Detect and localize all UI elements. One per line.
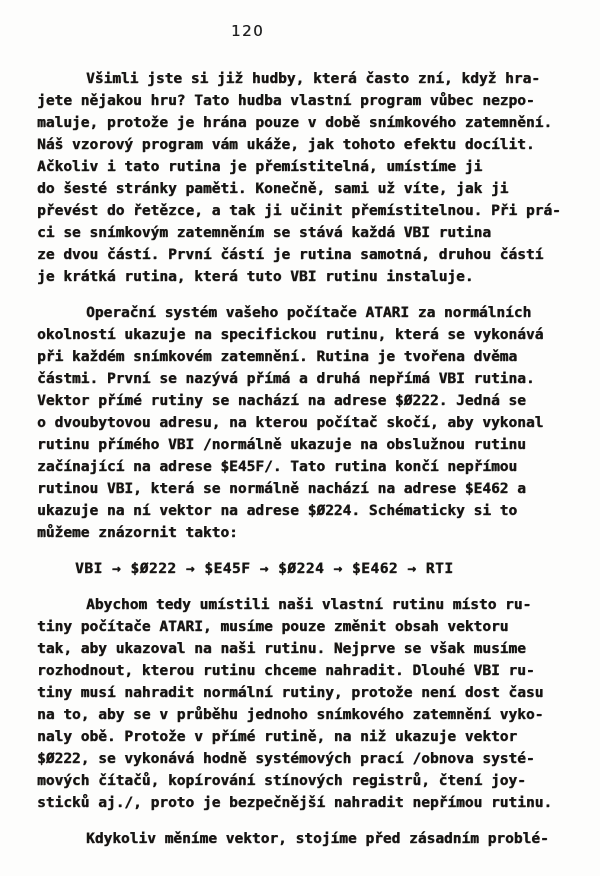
text-line: jete nějakou hru? Tato hudba vlastní program vůbec nezpo- — [37, 93, 535, 109]
page-body — [37, 68, 597, 850]
vbi-vector-schematic — [37, 558, 597, 580]
text-line: můžeme znázornit takto: — [37, 525, 238, 541]
text-line: Náš vzorový program vám ukáže, jak tohoto efektu docílit. — [37, 137, 535, 153]
text-line: do šesté stránky paměti. Konečně, sami už víte, jak ji — [37, 181, 509, 197]
paragraph — [37, 828, 597, 850]
text-line: rozhodnout, kterou rutinu chceme nahradit. Dlouhé VBI ru- — [37, 663, 535, 679]
text-line: při každém snímkovém zatemnění. Rutina je tvořena dvěma — [37, 349, 518, 365]
text-line: maluje, protože je hrána pouze v době snímkového zatemnění. — [37, 115, 553, 131]
text-line: ci se snímkovým zatemněním se stává každá VBI rutina — [37, 225, 491, 241]
text-line: $Ø222, se vykonává hodně systémových prací /obnova systé- — [37, 751, 535, 767]
text-line: rutinu přímého VBI /normálně ukazuje na obslužnou rutinu — [37, 437, 526, 453]
text-line: ze dvou částí. První částí je rutina samotná, druhou částí — [37, 247, 544, 263]
text-line: okolností ukazuje na specifickou rutinu, která se vykonává — [37, 327, 544, 343]
text-line: VBI → $Ø222 → $E45F → $Ø224 → $E462 → RTI — [75, 561, 454, 577]
text-line: sticků aj./, proto je bezpečnější nahradit nepřímou rutinu. — [37, 795, 553, 811]
text-line: převést do řetězce, a tak ji učinit přemístitelnou. Při prá- — [37, 203, 561, 219]
text-line: ukazuje na ní vektor na adrese $Ø224. Schématicky si to — [37, 503, 518, 519]
page-number: 120 — [231, 22, 265, 40]
text-line: Abychom tedy umístili naši vlastní rutinu místo ru- — [86, 597, 532, 613]
paragraph — [37, 68, 597, 288]
text-line: na to, aby se v průběhu jednoho snímkového zatemnění vyko- — [37, 707, 544, 723]
text-line: tiny musí nahradit normální rutiny, protože není dost času — [37, 685, 544, 701]
paragraph — [37, 594, 597, 814]
text-line: je krátká rutina, která tuto VBI rutinu instaluje. — [37, 269, 474, 285]
paragraph — [37, 302, 597, 544]
text-line: Ačkoliv i tato rutina je přemístitelná, umístíme ji — [37, 159, 483, 175]
text-line: mových čítačů, kopírování stínových registrů, čtení joy- — [37, 773, 526, 789]
text-line: začínající na adrese $E45F/. Tato rutina končí nepřímou — [37, 459, 518, 475]
text-line: Kdykoliv měníme vektor, stojíme před zásadním problé- — [86, 831, 549, 847]
text-line: tak, aby ukazoval na naši rutinu. Nejprve se však musíme — [37, 641, 526, 657]
text-line: rutinou VBI, která se normálně nachází na adrese $E462 a — [37, 481, 526, 497]
text-line: částmi. První se nazývá přímá a druhá nepřímá VBI rutina. — [37, 371, 535, 387]
text-line: Všimli jste si již hudby, která často zní, když hra- — [86, 71, 540, 87]
text-line: naly obě. Protože v přímé rutině, na niž ukazuje vektor — [37, 729, 518, 745]
text-line: tiny počítače ATARI, musíme pouze změnit obsah vektoru — [37, 619, 509, 635]
text-line: Operační systém vašeho počítače ATARI za normálních — [86, 305, 532, 321]
text-line: o dvoubytovou adresu, na kterou počítač skočí, aby vykonal — [37, 415, 544, 431]
text-line: Vektor přímé rutiny se nachází na adrese $Ø222. Jedná se — [37, 393, 526, 409]
